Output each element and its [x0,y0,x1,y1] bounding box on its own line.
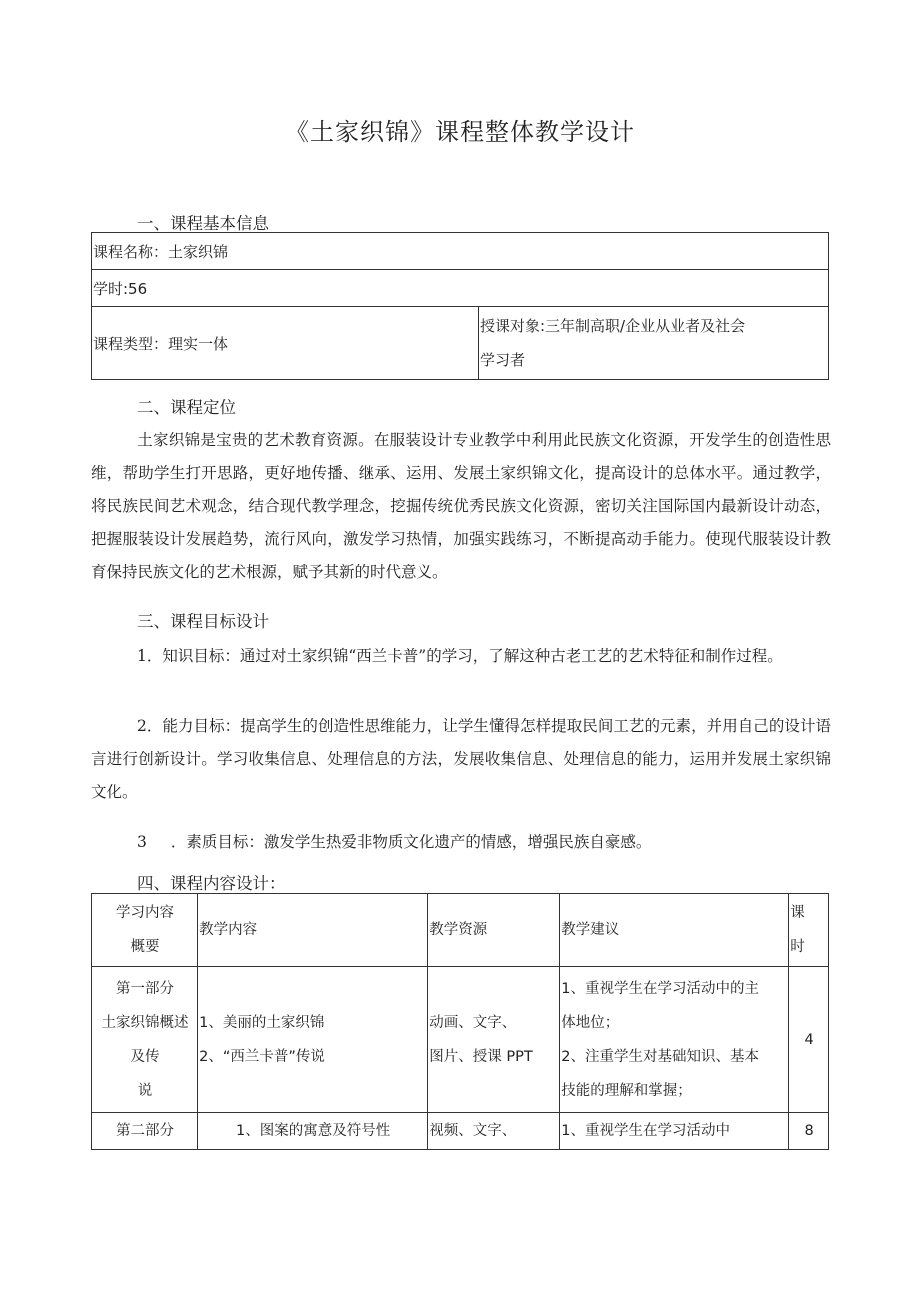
row-content [198,967,428,1113]
audience-line-1: 授课对象:三年制高职/企业从业者及社会 [480,317,746,335]
row-content: 1、图案的寓意及符号性 [198,1113,428,1150]
row-resources: 视频、文字、 [428,1113,560,1150]
suggestion-line: 体地位； [561,1014,620,1031]
positioning-text: 土家织锦是宝贵的艺术教育资源。在服装设计专业教学中利用此民族文化资源，开发学生的创造性思维，帮助学生打开思路，更好地传播、继承、运用、发展土家织锦文化，提高设计的总体水平。通过教学，将民族民间艺术观念，结合现代教学理念，挖掘传统优秀民族文化资源，密切关注国际国内最新设计动态，把握服装设计发展趋势，流行风向，激发学习热情，加强实践练习，不断提高动手能力。使现代服装设计教育保持民族文化的艺术根源，赋予其新的时代意义。 [91,431,831,581]
content-item: 2、“西兰卡普”传说 [199,1048,325,1065]
header-hours-line-1: 课 [790,905,805,921]
header-outline-line-1: 学习内容 [116,905,175,921]
basic-info-table [91,232,829,380]
suggestion-line: 2、注重学生对基础知识、基本 [561,1048,759,1065]
outline-line: 及传 [130,1048,160,1065]
section-heading-content-design: 四、课程内容设计： [137,874,286,893]
content-item: 1、美丽的土家织锦 [199,1014,325,1031]
positioning-paragraph [91,424,831,589]
row-hours: 8 [789,1113,829,1150]
course-type-cell: 课程类型：理实一体 [92,307,479,380]
section-heading-basic-info: 一、课程基本信息 [137,214,269,233]
outline-line: 第一部分 [116,980,175,997]
header-outline [92,894,198,967]
goal-quality-number: 3 [137,833,147,851]
table-header-row [92,894,829,967]
goal-knowledge [91,640,831,673]
document-title: 《土家织锦》课程整体教学设计 [285,118,635,146]
header-suggestions: 教学建议 [560,894,789,967]
goal-ability-text: 2．能力目标：提高学生的创造性思维能力，让学生懂得怎样提取民间工艺的元素，并用自己的设计语言进行创新设计。学习收集信息、处理信息的方法，发展收集信息、处理信息的能力，运用并发展土家织锦文化。 [91,717,831,801]
header-content: 教学内容 [198,894,428,967]
row-suggestions: 1、重视学生在学习活动中 [560,1113,789,1150]
suggestion-line: 1、重视学生在学习活动中的主 [561,980,759,997]
resources-line: 动画、文字、 [429,1014,517,1031]
resources-line: 图片、授课 PPT [429,1048,533,1065]
audience-cell [479,307,829,380]
row-suggestions [560,967,789,1113]
table-row [92,967,829,1113]
audience-line-2: 学习者 [480,351,526,369]
course-name-cell: 课程名称：土家织锦 [92,233,829,270]
row-resources [428,967,560,1113]
goal-quality [91,826,831,859]
outline-line: 土家织锦概述 [101,1014,189,1031]
header-outline-line-2: 概要 [130,939,160,955]
row-outline [92,967,198,1113]
section-heading-positioning: 二、课程定位 [137,398,236,417]
course-content-table [91,893,829,1150]
goal-quality-text: ．素质目标：激发学生热爱非物质文化遗产的情感，增强民族自豪感。 [170,833,652,851]
goal-ability [91,710,831,809]
header-hours-line-2: 时 [790,939,805,955]
suggestion-line: 技能的理解和掌握； [561,1082,692,1099]
header-resources: 教学资源 [428,894,560,967]
header-hours [789,894,829,967]
table-row [92,1113,829,1150]
row-outline: 第二部分 [92,1113,198,1150]
section-heading-goals: 三、课程目标设计 [137,612,269,631]
outline-line: 说 [137,1082,153,1099]
row-hours: 4 [789,967,829,1113]
goal-knowledge-text: 1．知识目标：通过对土家织锦“西兰卡普”的学习，了解这种古老工艺的艺术特征和制作过程。 [137,647,783,665]
hours-cell: 学时:56 [92,270,829,307]
